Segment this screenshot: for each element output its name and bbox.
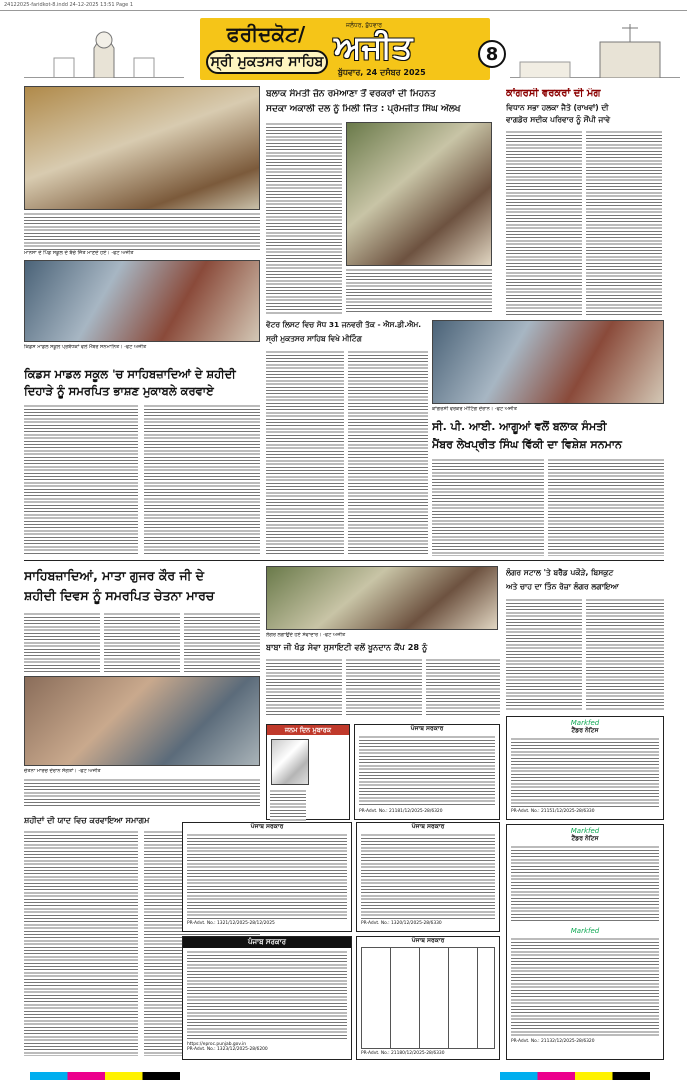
blood-story-col1	[266, 658, 342, 716]
congress-story-col1	[506, 130, 582, 316]
masthead-right-art	[510, 18, 680, 78]
landmark-icon	[510, 18, 680, 78]
punjab-sarkar-ad-5	[356, 936, 500, 1060]
cpi-headline-2: ਮੈਂਬਰ ਲੇਖਪ੍ਰੀਤ ਸਿੰਘ ਵਿੱਕੀ ਦਾ ਵਿਸ਼ੇਸ਼ ਸਨਮਾਨ	[432, 438, 622, 451]
tender-body-3	[511, 937, 659, 1037]
markfed-logo-1: Markfed	[570, 719, 600, 727]
congress-story-col2	[586, 130, 662, 316]
punjab-sarkar-title-3: ਪੰਜਾਬ ਸਰਕਾਰ	[183, 937, 351, 948]
cpi-headline-1: ਸੀ. ਪੀ. ਆਈ. ਆਗੂਆਂ ਵਲੋਂ ਬਲਾਕ ਸੰਮਤੀ	[432, 420, 607, 433]
section-divider	[24, 560, 664, 561]
march-story-extra	[24, 778, 260, 808]
kids-headline-1: ਕਿਡਸ ਮਾਡਲ ਸਕੂਲ 'ਚ ਸਾਹਿਬਜ਼ਾਦਿਆਂ ਦੇ ਸ਼ਹੀਦੀ	[24, 367, 236, 381]
tender-notice-title-1: ਟੈਂਡਰ ਨੋਟਿਸ	[571, 727, 599, 734]
pr-advt-7: PR-Advt. No.: 21180/12/2025-28/6330	[361, 1051, 445, 1056]
punjab-sarkar-title-1: ਪੰਜਾਬ ਸਰਕਾਰ	[410, 725, 444, 732]
masthead-date: ਬੁੱਧਵਾਰ, 24 ਦਸੰਬਰ 2025	[338, 68, 426, 77]
block-samiti-headline-1: ਬਲਾਕ ਸੰਮਤੀ ਜ਼ੋਨ ਰਮੇਆਣਾ ਤੋਂ ਵਰਕਰਾਂ ਦੀ ਮਿਹਨਤ	[266, 89, 436, 99]
masthead-title: ਅਜੀਤ	[334, 28, 413, 66]
march-photo	[24, 676, 260, 766]
block-samiti-headline-2: ਸਦਕਾ ਅਕਾਲੀ ਦਲ ਨੂੰ ਮਿਲੀ ਜਿੱਤ : ਪ੍ਰੇਮਜੀਤ ਸਿੰਘ ਔਲਖ	[266, 104, 461, 114]
edition-line-1: ਫਰੀਦਕੋਟ/	[226, 22, 306, 46]
kids-story-col2	[144, 404, 260, 556]
masthead-pre: ਜਲੰਧਰ, ਬੁੱਧਵਾਰ	[346, 22, 383, 29]
school-group-photo	[24, 260, 260, 342]
march-story-col2	[104, 612, 180, 674]
congress-meeting-photo	[432, 320, 664, 404]
small-headline: ਸ਼ਹੀਦਾਂ ਦੀ ਯਾਦ ਵਿਚ ਕਰਵਾਇਆ ਸਮਾਗਮ	[24, 816, 150, 825]
crop-rule	[0, 10, 687, 11]
march-story-col3	[184, 612, 260, 674]
page-number: 8	[478, 40, 506, 68]
congress-headline-1: ਕਾਂਗਰਸੀ ਵਰਕਰਾਂ ਦੀ ਮੰਗ	[506, 88, 601, 99]
march-headline-2: ਸ਼ਹੀਦੀ ਦਿਵਸ ਨੂੰ ਸਮਰਪਿਤ ਚੇਤਨਾ ਮਾਰਚ	[24, 588, 215, 603]
march-headline-1: ਸਾਹਿਬਜ਼ਾਦਿਆਂ, ਮਾਤਾ ਗੁਜਰ ਕੌਰ ਜੀ ਦੇ	[24, 568, 205, 583]
langar-photo-caption: ਲੰਗਰ ਲਗਾਉਂਦੇ ਹੋਏ ਸੇਵਾਦਾਰ। -ਫੋਟੋ ਅਜੀਤ	[266, 632, 346, 638]
punjab-sarkar-body-4	[361, 833, 495, 919]
block-samiti-photo	[346, 122, 492, 266]
cpi-story-col2	[548, 458, 664, 556]
langar-headline-1: ਲੰਗਰ ਸਟਾਲ 'ਤੇ ਬਰੈੱਡ ਪਕੌੜੇ, ਬਿਸਕੁਟ	[506, 568, 614, 577]
pr-advt-2: PR-Advt. No.: 1323/12/2025-28/6200	[187, 1047, 268, 1052]
langar-story-col2	[586, 598, 664, 710]
gurdwara-icon	[24, 18, 184, 78]
tender-notice-ad-2	[506, 824, 664, 1060]
congress-headline-3: ਵਾਗਡੋਰ ਸਦੀਕ ਪਰਿਵਾਰ ਨੂੰ ਸੌਂਪੀ ਜਾਵੇ	[506, 115, 611, 124]
congress-headline-2: ਵਿਧਾਨ ਸਭਾ ਹਲਕਾ ਜੈਤੋ (ਰਾਖਵਾਂ) ਦੀ	[506, 103, 609, 112]
pr-advt-6: PR-Advt. No.: 1320/12/2025-28/6330	[361, 921, 442, 926]
vote-story-col2	[348, 350, 428, 556]
blood-story-col3	[426, 658, 500, 716]
pr-advt-3: PR-Advt. No.: 21181/12/2025-28/6320	[359, 809, 443, 814]
punjab-sarkar-ad-2	[182, 822, 352, 932]
langar-photo	[266, 566, 498, 630]
top-photo-caption: ਮਾਨਸਾ ਦੇ ਪਿੰਡ ਸਕੂਲ ਦੇ ਬੱਚੇ ਜਿੱਤ ਮਾਣਦੇ ਹੋਏ। -ਫੋਟੋ ਅਜੀਤ	[24, 250, 134, 256]
punjab-sarkar-ad-3	[182, 936, 352, 1060]
kids-story-col1	[24, 404, 138, 556]
punjab-sarkar-body-2	[187, 833, 347, 919]
website-link: https://eproc.punjab.gov.in	[187, 1042, 247, 1047]
edition-line-2: ਸ੍ਰੀ ਮੁਕਤਸਰ ਸਾਹਿਬ	[206, 50, 328, 74]
pr-advt-5: PR-Advt. No.: 21132/12/2025-28/6320	[511, 1039, 595, 1044]
pr-advt-4: PR-Advt. No.: 21151/12/2025-28/6330	[511, 809, 595, 814]
blood-story-col2	[346, 658, 422, 716]
birthday-title: ਜਨਮ ਦਿਨ ਮੁਬਾਰਕ	[267, 725, 349, 735]
punjab-sarkar-body-1	[359, 735, 495, 807]
markfed-logo-2: Markfed	[570, 827, 600, 835]
punjab-sarkar-ad-1	[354, 724, 500, 820]
cpi-story-col1	[432, 458, 544, 556]
print-slug: 24122025-faridkot-8.indd 24-12-2025 13:51 Page 1	[4, 2, 134, 8]
blood-headline: ਬਾਬਾ ਜੀ ਖੰਡ ਸੇਵਾ ਸੁਸਾਇਟੀ ਵਲੋਂ ਖੂਨਦਾਨ ਕੈਂਪ 28 ਨੂੰ	[266, 642, 428, 652]
langar-story-col1	[506, 598, 582, 710]
punjab-sarkar-title-4: ਪੰਜਾਬ ਸਰਕਾਰ	[411, 823, 445, 830]
small-story-col1	[24, 830, 138, 1056]
photo-caption-body	[24, 212, 260, 250]
march-story-col1	[24, 612, 100, 674]
masthead-left-art	[24, 18, 184, 78]
block-story-col1	[266, 122, 342, 314]
vote-headline-1: ਵੋਟਰ ਲਿਸਟ ਵਿਚ ਸੋਧ 31 ਜਨਵਰੀ ਤੱਕ - ਐਸ.ਡੀ.ਐਮ.	[266, 320, 422, 329]
block-story-col2	[346, 268, 492, 314]
kids-celebration-photo	[24, 86, 260, 210]
punjab-sarkar-ad-4	[356, 822, 500, 932]
tender-body-1	[511, 737, 659, 807]
tender-table	[361, 947, 495, 1049]
color-registration-bar-right	[500, 1072, 650, 1080]
pr-advt-1: PR-Advt. No.: 1321/12/2025-28/12/2025	[187, 921, 275, 926]
langar-headline-2: ਅਤੇ ਚਾਹ ਦਾ ਤਿੰਨ ਰੋਜ਼ਾ ਲੰਗਰ ਲਗਾਇਆ	[506, 582, 619, 591]
color-registration-bar-left	[30, 1072, 180, 1080]
tender-notice-title-2: ਟੈਂਡਰ ਨੋਟਿਸ	[571, 835, 599, 842]
vote-photo-caption: ਕਾਂਗਰਸੀ ਵਰਕਰ ਮੀਟਿੰਗ ਦੌਰਾਨ। -ਫੋਟੋ ਅਜੀਤ	[432, 406, 517, 412]
second-photo-caption: ਕਿਡਸ ਮਾਡਲ ਸਕੂਲ ਪ੍ਰਬੰਧਕਾਂ ਵਲੋਂ ਮੈਂਬਰ ਸਨਮਾਨਿਤ। -ਫੋਟੋ ਅਜੀਤ	[24, 344, 147, 350]
birthday-ad	[266, 724, 350, 820]
march-photo-caption: ਚੇਤਨਾ ਮਾਰਚ ਦੌਰਾਨ ਸੰਗਤਾਂ। -ਫੋਟੋ ਅਜੀਤ	[24, 768, 101, 774]
vote-story-col1	[266, 350, 344, 556]
kids-headline-2: ਦਿਹਾੜੇ ਨੂੰ ਸਮਰਪਿਤ ਭਾਸ਼ਣ ਮੁਕਾਬਲੇ ਕਰਵਾਏ	[24, 384, 214, 398]
punjab-sarkar-body-3	[187, 950, 347, 1040]
markfed-logo-3: Markfed	[570, 927, 600, 935]
birthday-child-photo	[271, 739, 309, 785]
tender-notice-ad-1	[506, 716, 664, 820]
punjab-sarkar-title-5: ਪੰਜਾਬ ਸਰਕਾਰ	[411, 937, 445, 944]
vote-headline-2: ਸ੍ਰੀ ਮੁਕਤਸਰ ਸਾਹਿਬ ਵਿਖੇ ਮੀਟਿੰਗ	[266, 334, 362, 343]
tender-body-2	[511, 845, 659, 921]
punjab-sarkar-title-2: ਪੰਜਾਬ ਸਰਕਾਰ	[250, 823, 284, 830]
